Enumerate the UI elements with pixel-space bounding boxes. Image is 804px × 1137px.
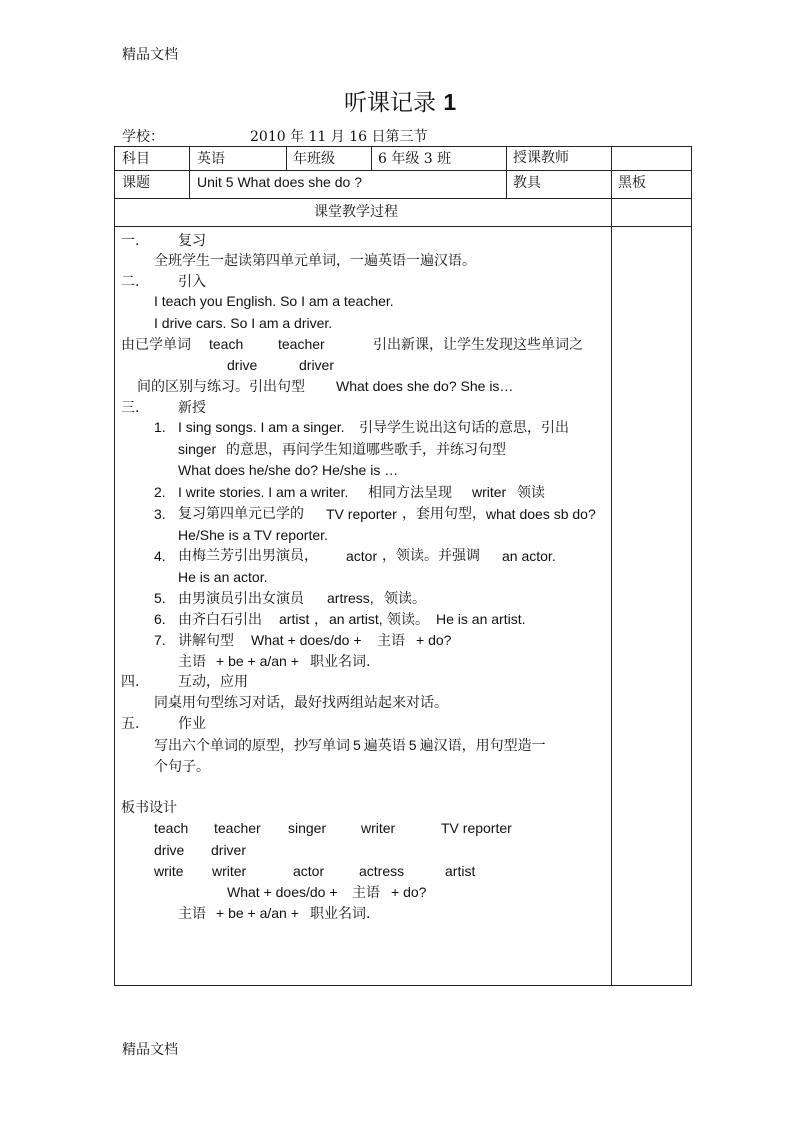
item-3-text-d: what does sb do?	[486, 506, 596, 522]
section-2-line-5b: What does she do? She is…	[336, 378, 514, 394]
item-6-text-a: 由齐白石引出	[178, 612, 262, 628]
board-word: teacher	[214, 820, 261, 836]
item-4-text-e: He is an actor.	[178, 569, 268, 585]
item-1-number: 1.	[154, 419, 166, 435]
section-5-title: 作业	[178, 716, 206, 732]
section-2-title: 引入	[178, 274, 206, 290]
homework-text-e: 遍汉语，用句型造一	[419, 738, 546, 754]
section-2-line-1: I teach you English. So I am a teacher.	[154, 293, 394, 309]
board-pattern-1b: 主语	[352, 885, 380, 901]
section-1-line: 全班学生一起读第四单元单词，一遍英语一遍汉语。	[154, 253, 476, 269]
item-4-text-c: ，领读。并强调	[382, 548, 480, 564]
item-6-text-c: ，	[314, 612, 328, 628]
item-3-text-c: ，套用句型，	[402, 506, 486, 522]
item-4-number: 4.	[154, 548, 166, 564]
section-3-title: 新授	[178, 400, 206, 416]
board-word: write	[154, 863, 184, 879]
item-3-text-a: 复习第四单元已学的	[178, 506, 304, 522]
school-label: 学校：	[122, 129, 164, 145]
section-2-line-3b: 引出新课，让学生发现这些单词之	[373, 337, 583, 353]
item-2-number: 2.	[154, 484, 166, 500]
board-word: artist	[445, 863, 476, 879]
board-pattern-2c: 职业名词.	[310, 906, 371, 922]
item-6-text-e: 领读。	[387, 612, 429, 628]
page-footer-text: 精品文档	[122, 1042, 178, 1058]
subject-value: 英语	[197, 151, 225, 167]
item-4-text-b: actor	[346, 548, 378, 564]
item-1-text-b: 引导学生说出这句话的意思，引出	[359, 420, 569, 436]
board-word: actor	[293, 863, 325, 879]
item-7-text-d: + do?	[416, 632, 452, 648]
board-word: TV reporter	[441, 820, 512, 836]
item-1-text-a: I sing songs. I am a singer.	[178, 419, 345, 435]
section-2-line-2: I drive cars. So I am a driver.	[154, 315, 333, 331]
board-word: actress	[359, 863, 405, 879]
section-5-line-1	[154, 735, 546, 755]
title-text: 听课记录	[344, 90, 436, 116]
process-label: 课堂教学过程	[314, 204, 398, 220]
board-word: writer	[361, 820, 396, 836]
homework-count-2: 5	[408, 737, 417, 753]
item-6-text-f: He is an artist.	[436, 611, 526, 627]
item-2-text-c: writer	[472, 484, 507, 500]
item-6-number: 6.	[154, 611, 166, 627]
title-number: 1	[443, 89, 457, 115]
board-pattern-2a: 主语	[178, 906, 206, 922]
item-3-text-e: He/She is a TV reporter.	[178, 527, 328, 543]
item-7-text-e: 主语	[178, 654, 206, 670]
board-pattern-1a: What + does/do +	[227, 884, 338, 900]
item-3-number: 3.	[154, 506, 166, 522]
board-design-title: 板书设计	[121, 800, 177, 816]
item-5-text-c: 领读。	[384, 591, 426, 607]
item-6-text-d: an artist,	[329, 611, 383, 627]
grade-label: 年班级	[293, 151, 335, 167]
section-3-number: 三.	[121, 400, 140, 416]
board-word: teach	[154, 820, 189, 836]
item-5-number: 5.	[154, 590, 166, 606]
subject-label: 科目	[122, 151, 150, 167]
homework-text-a: 写出六个单词的原型，抄写单词	[154, 738, 350, 754]
board-word: singer	[288, 820, 327, 836]
item-7-text-g: 职业名词.	[310, 654, 371, 670]
topic-label: 课题	[122, 175, 150, 191]
section-2-line-3a: 由已学单词	[121, 337, 191, 353]
word-teacher: teacher	[278, 336, 325, 352]
board-pattern-2b: + be + a/an +	[216, 905, 299, 921]
section-4-line: 同桌用句型练习对话，最好找两组站起来对话。	[154, 695, 448, 711]
item-1-text-e: What does he/she do? He/she is …	[178, 462, 399, 478]
word-drive: drive	[227, 357, 258, 373]
item-1-text-d: 的意思，再问学生知道哪些歌手，并练习句型	[226, 442, 506, 458]
homework-count-1: 5	[353, 737, 361, 753]
section-1-number: 一.	[121, 233, 140, 249]
aids-value: 黑板	[618, 175, 646, 191]
aids-label: 教具	[513, 175, 541, 191]
board-pattern-1c: + do?	[391, 884, 427, 900]
section-5-line-2: 个句子。	[154, 759, 210, 775]
section-4-number: 四.	[121, 674, 140, 690]
section-2-number: 二.	[121, 274, 140, 290]
section-2-line-5a: 间的区别与练习。引出句型	[137, 379, 305, 395]
board-word: drive	[154, 842, 185, 858]
item-2-text-d: 领读	[517, 485, 545, 501]
item-5-text-b: artress,	[327, 590, 374, 606]
grade-value: 6 年级 3 班	[378, 151, 452, 167]
board-word: driver	[211, 842, 247, 858]
item-4-text-d: an actor.	[502, 548, 556, 564]
item-2-text-b: 相同方法呈现	[368, 485, 452, 501]
teacher-label: 授课教师	[513, 150, 569, 166]
word-driver: driver	[299, 357, 335, 373]
item-1-text-c: singer	[178, 441, 217, 457]
item-5-text-a: 由男演员引出女演员	[178, 591, 304, 607]
page-title	[344, 84, 456, 117]
section-4-title: 互动，应用	[178, 674, 248, 690]
item-4-text-a: 由梅兰芳引出男演员，	[178, 548, 318, 564]
lesson-date: 2010 年 11 月 16 日第三节	[250, 129, 428, 145]
item-7-text-b: What + does/do +	[251, 632, 362, 648]
item-7-text-c: 主语	[377, 633, 405, 649]
board-word: writer	[212, 863, 247, 879]
item-3-text-b: TV reporter	[326, 506, 397, 522]
item-7-number: 7.	[154, 632, 166, 648]
word-teach: teach	[209, 336, 244, 352]
topic-value: Unit 5 What does she do ?	[197, 174, 362, 190]
homework-text-c: 遍英语	[363, 738, 406, 754]
section-1-title: 复习	[178, 233, 206, 249]
item-7-text-f: + be + a/an +	[216, 653, 299, 669]
item-2-text-a: I write stories. I am a writer.	[178, 484, 349, 500]
page-header-text: 精品文档	[122, 47, 178, 63]
item-7-text-a: 讲解句型	[178, 633, 234, 649]
item-6-text-b: artist	[279, 611, 310, 627]
section-5-number: 五.	[121, 716, 140, 732]
